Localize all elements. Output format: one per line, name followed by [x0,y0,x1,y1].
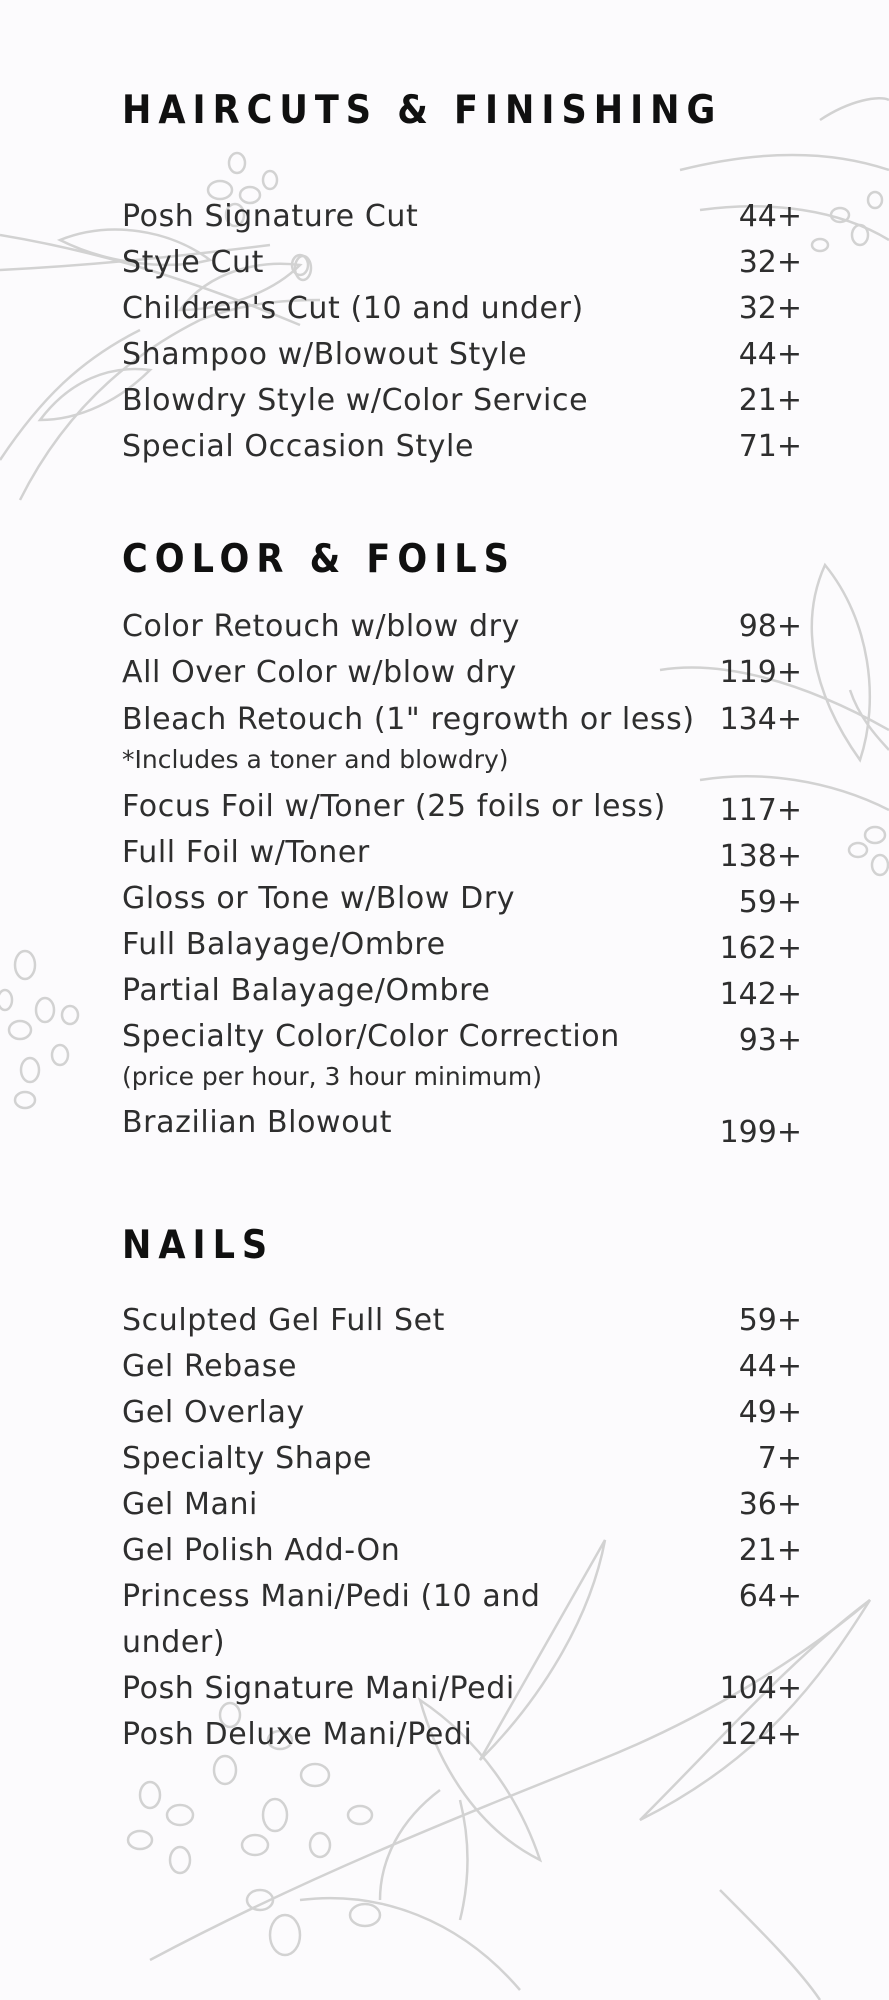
item-name: Blowdry Style w/Color Service [122,383,589,418]
item-price: 21+ [738,383,802,418]
item-name: Brazilian Blowout [122,1105,393,1140]
item-price: 59+ [738,885,802,920]
item-name: Full Foil w/Toner [122,835,370,870]
section-title: COLOR & FOILS [122,537,516,582]
item-name: Style Cut [122,245,265,280]
item-name: Sculpted Gel Full Set [122,1303,446,1338]
item-name: Posh Signature Mani/Pedi [122,1671,515,1706]
item-name: Partial Balayage/Ombre [122,973,491,1008]
berry-cluster-left [0,951,78,1108]
item-name: Full Balayage/Ombre [122,927,446,962]
item-price: 104+ [719,1671,802,1706]
item-note: (price per hour, 3 hour minimum) [122,1062,543,1091]
item-name: Bleach Retouch (1" regrowth or less) [122,702,695,737]
item-price: 44+ [738,1349,802,1384]
item-name: Gel Polish Add-On [122,1533,401,1568]
item-name: Color Retouch w/blow dry [122,609,520,644]
item-price: 71+ [738,429,802,464]
item-price: 142+ [719,977,802,1012]
item-price: 162+ [719,931,802,966]
item-price: 119+ [719,655,802,690]
item-price: 32+ [738,245,802,280]
item-price: 199+ [719,1115,802,1150]
item-price: 44+ [738,199,802,234]
item-name: Gel Overlay [122,1395,305,1430]
item-name: Posh Signature Cut [122,199,419,234]
item-name: Gloss or Tone w/Blow Dry [122,881,516,916]
item-price: 7+ [757,1441,802,1476]
item-price: 64+ [738,1579,802,1614]
section-title: HAIRCUTS & FINISHING [122,88,723,133]
item-note: *Includes a toner and blowdry) [122,745,509,774]
item-price: 59+ [738,1303,802,1338]
item-price: 117+ [719,793,802,828]
item-name: Specialty Shape [122,1441,373,1476]
item-name: Shampoo w/Blowout Style [122,337,528,372]
item-price: 134+ [719,702,802,737]
item-name: Posh Deluxe Mani/Pedi [122,1717,473,1752]
item-name: Gel Mani [122,1487,258,1522]
item-name: Focus Foil w/Toner (25 foils or less) [122,789,666,824]
item-name: Princess Mani/Pedi (10 and under) [122,1579,541,1660]
item-name: Children's Cut (10 and under) [122,291,584,326]
item-name: All Over Color w/blow dry [122,655,517,690]
item-price: 21+ [738,1533,802,1568]
item-price: 49+ [738,1395,802,1430]
item-price: 98+ [738,609,802,644]
item-price: 32+ [738,291,802,326]
section-title: NAILS [122,1223,275,1268]
item-price: 93+ [738,1023,802,1058]
item-price: 44+ [738,337,802,372]
item-price: 124+ [719,1717,802,1752]
item-name: Specialty Color/Color Correction [122,1019,620,1054]
item-name: Gel Rebase [122,1349,298,1384]
item-price: 36+ [738,1487,802,1522]
item-price: 138+ [719,839,802,874]
item-name: Special Occasion Style [122,429,475,464]
